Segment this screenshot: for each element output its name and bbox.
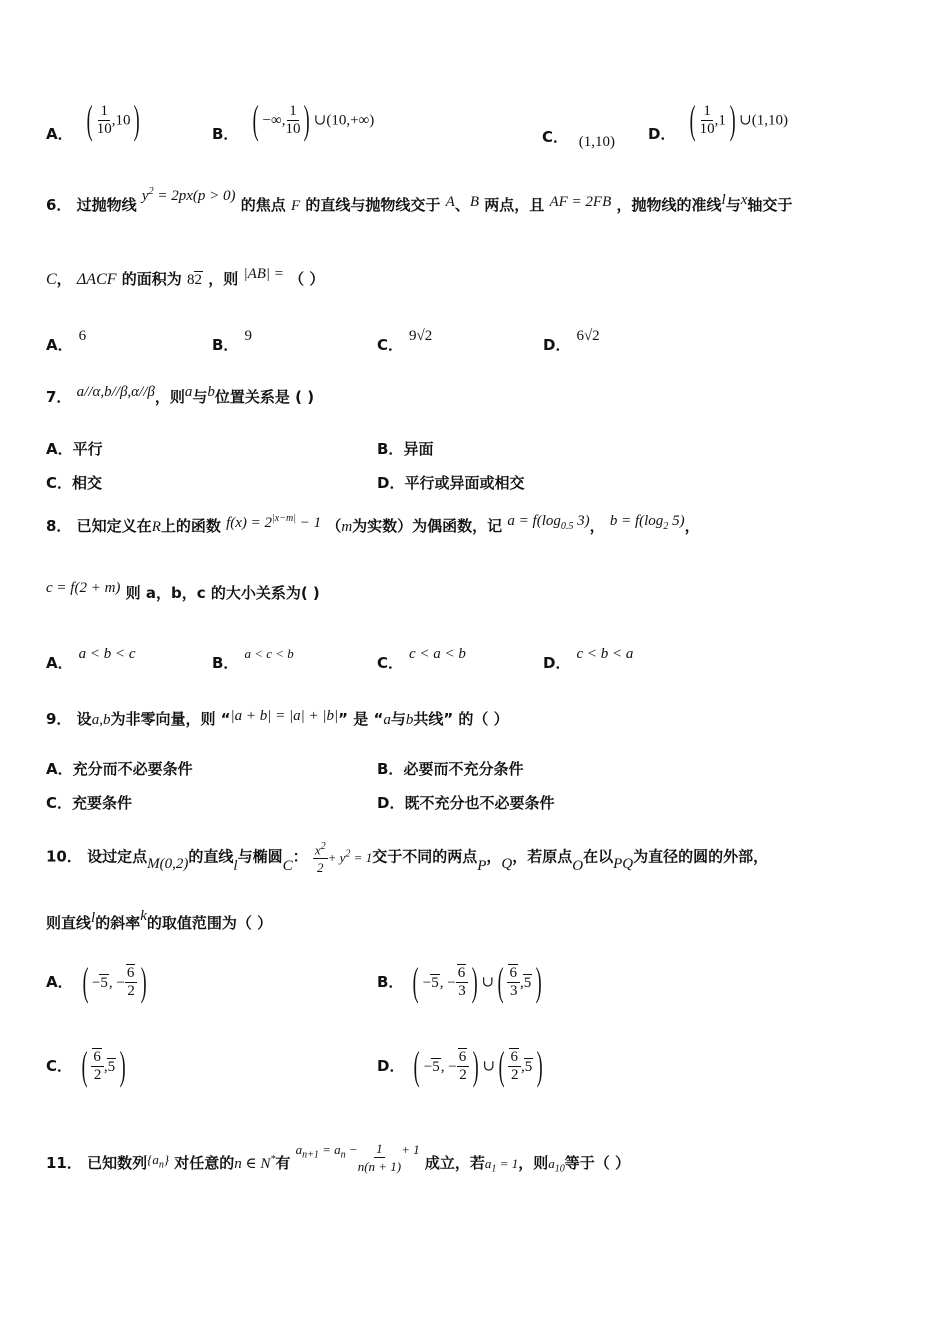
q9-option-a[interactable]: A．充分而不必要条件 <box>46 760 193 778</box>
q7-option-b[interactable]: B．异面 <box>377 440 434 458</box>
q10-stem-line2: 则直线l的斜率k的取值范围为（ ） <box>46 908 273 932</box>
q7-option-d[interactable]: D．平行或异面或相交 <box>377 474 525 492</box>
q8-stem-line2: c = f(2 + m) 则 a，b，c 的大小关系为( ) <box>46 580 320 602</box>
q9-option-d[interactable]: D．既不充分也不必要条件 <box>377 794 555 812</box>
q5-option-a[interactable]: A． ( $\frac{1}{10}$ ,10) <box>46 97 141 143</box>
q8-option-b[interactable]: B．a < c < b <box>212 646 294 672</box>
q8-stem-line1: 8． 已知定义在R上的函数 $f(x) = 2^{|x-m|} - 1$ （m为实数）为偶函数，记 $a = f(\log_{0.5}$ 3)， $b = f(\log_2$ 5)， <box>46 513 700 535</box>
q6-stem-line1: 6． 过抛物线 $y^2 = 2px(p > 0)$ 的焦点 F 的直线与抛物线交于 A、B 两点，且 AF = 2FB ，抛物线的准线l与x轴交于 <box>46 186 793 214</box>
q6-stem-line2: C， ΔACF 的面积为 82 ，则 |AB| = （ ） <box>46 266 325 288</box>
q7-option-c[interactable]: C．相交 <box>46 474 103 492</box>
q10-option-d[interactable]: D． ( −5, − $\frac{6}{2}$ ) ∪( $\frac{6}{2}$ ,5 ) <box>377 1043 543 1088</box>
q5-option-d[interactable]: D． ( $\frac{1}{10}$ ,1) ∪(1,10) <box>648 97 788 143</box>
q6-option-b[interactable]: B． 9 <box>212 328 252 354</box>
q9-option-b[interactable]: B．必要而不充分条件 <box>377 760 524 778</box>
q5-options <box>46 97 926 156</box>
q6-option-c[interactable]: C． 9√2 <box>377 328 433 354</box>
q6-parabola-eq: $y^2 = 2px(p > 0)$ <box>141 186 236 204</box>
q6-option-a[interactable]: A． 6 <box>46 328 87 354</box>
q8-option-c[interactable]: C． c < a < b <box>377 646 466 672</box>
q11-stem: 11． 已知数列$\{a_n\}$ 对任意的n ∈ N*有 $a_{n+1} = a_n$ − $\frac{1}{n(n + 1)}$ + 1 成立，若$a_1 = 1$，则$a_{10}$等于（ ） <box>46 1141 630 1175</box>
q6-option-d[interactable]: D． 6√2 <box>543 328 600 354</box>
q8-option-d[interactable]: D． c < b < a <box>543 646 634 672</box>
q8-option-a[interactable]: A． a < b < c <box>46 646 136 672</box>
q10-option-b[interactable]: B． ( −5, − $\frac{6}{3}$ ) ∪( $\frac{6}{3}$ ,5 ) <box>377 959 542 1004</box>
q9-option-c[interactable]: C．充要条件 <box>46 794 133 812</box>
q5-option-c[interactable]: C． (1,10) <box>542 128 616 150</box>
q7-stem: 7． a//α,b//β,α//β，则a与b位置关系是 ( ) <box>46 384 315 406</box>
q10-stem-line1: 10． 设过定点M(0,2)的直线l与椭圆C： $\frac{x^2}{2}$ + $y^2 = 1$交于不同的两点P，Q，若原点O在以PQ为直径的圆的外部， <box>46 838 768 876</box>
q5-option-b[interactable]: B． ( −∞, $\frac{1}{10}$ ) ∪(10,+∞) <box>212 97 375 143</box>
q9-stem: 9． 设a,b为非零向量，则 “|a + b| = |a| + |b|” 是 “a与b共线” 的（ ） <box>46 708 509 728</box>
q10-option-c[interactable]: C． ( $\frac{6}{2}$ ,5 ) <box>46 1043 126 1088</box>
q7-option-a[interactable]: A．平行 <box>46 440 103 458</box>
q10-option-a[interactable]: A． ( −5, − $\frac{6}{2}$ ) <box>46 959 148 1004</box>
